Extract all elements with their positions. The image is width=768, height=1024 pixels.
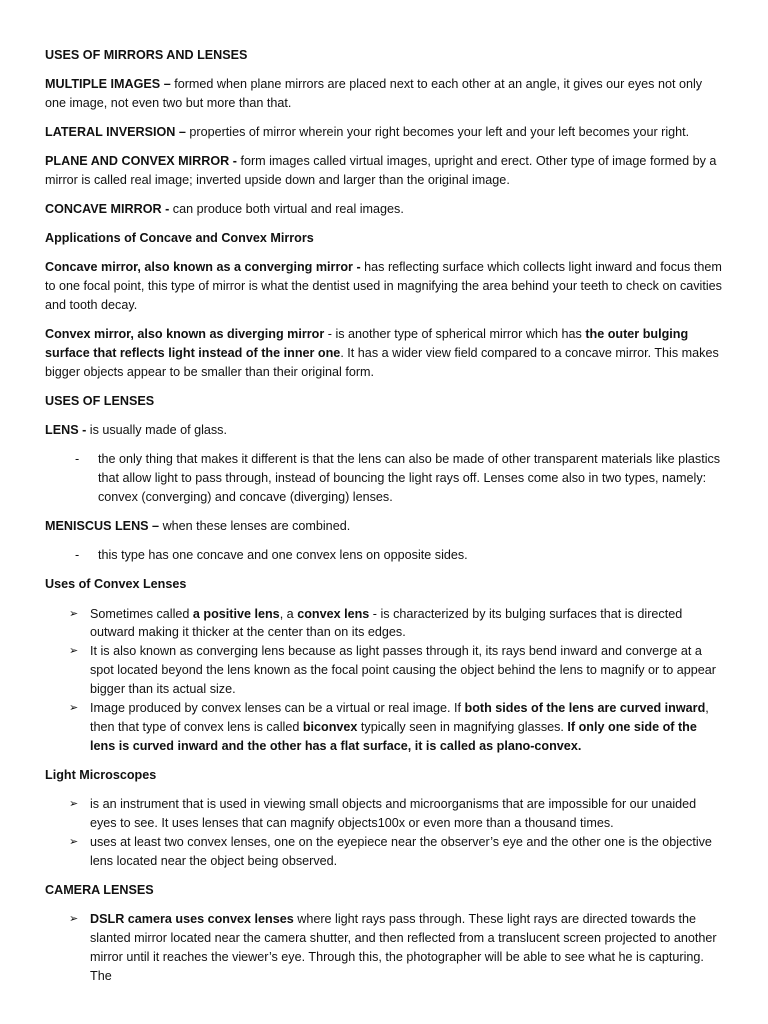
heading-uses-of-lenses: USES OF LENSES <box>45 394 155 409</box>
definition: properties of mirror wherein your right becomes your left and your left becomes your right. <box>185 125 690 140</box>
heading-light-microscopes: Light Microscopes <box>45 768 157 782</box>
paragraph-concave-mirror <box>45 200 725 219</box>
dash-bullet: - <box>75 548 80 563</box>
list-item: ➢ Image produced by convex lenses can be a virtual or real image. If both sides of the lens are curved inward, then that type of convex lens is called biconvex typically seen in magnifying glasses. If only one side of the lens is curved inward and the other has a flat surface, it is called as plano-convex. <box>69 701 709 753</box>
paragraph-diverging-mirror <box>45 325 725 382</box>
text: . It has a wider view field compared to a concave mirror. This makes bigger objects appear to be smaller than their original form. <box>45 346 719 380</box>
definition: when these lenses are combined. <box>159 519 351 534</box>
arrow-bullet-icon: ➢ <box>69 835 79 848</box>
arrow-bullet-icon: ➢ <box>69 702 79 715</box>
paragraph-multiple-images <box>45 75 725 113</box>
list-item: ➢ It is also known as converging lens because as light passes through it, its rays bend inward and converge at a spot located beyond the lens known as the focal point causing the object behind the lens to magnify or to appear bigger than its actual size. <box>69 644 716 697</box>
list-item-text: the only thing that makes it different is that the lens can also be made of other transparent materials like plastics that allow light to pass through, instead of bouncing the light rays off. Lenses come also in two types, namely: convex (converging) and concave (diverging) lenses. <box>98 452 721 505</box>
list-item: ➢ DSLR camera uses convex lenses where light rays pass through. These light rays are directed towards the slanted mirror located near the camera shutter, and then reflected from a translucent screen projected to another mirror until it reaches the viewer’s eye. Through this, the photographer will be able to see what he is capturing. The <box>69 912 717 983</box>
paragraph-lateral-inversion <box>45 123 725 142</box>
arrow-bullet-icon: ➢ <box>69 913 79 925</box>
lens-detail-list <box>45 450 725 507</box>
heading-uses-of-convex-lenses: Uses of Convex Lenses <box>45 577 187 592</box>
term: CONCAVE MIRROR - <box>45 202 170 217</box>
definition: can produce both virtual and real images. <box>169 202 404 217</box>
list-item: ➢ Sometimes called a positive lens, a convex lens - is characterized by its bulging surfaces that is directed outward making it thicker at the center than on its edges. <box>69 606 683 640</box>
definition: is usually made of glass. <box>86 423 227 438</box>
document-page <box>45 46 725 996</box>
term: LENS - <box>45 423 87 438</box>
definition: has reflecting surface which collects light inward and focus them to one focal point, this type of mirror is what the dentist used in magnifying the area behind your teeth to check on cavities and tooth decay. <box>45 260 722 313</box>
convex-lens-list <box>45 605 725 756</box>
list-item <box>45 546 725 565</box>
emphasis: the outer bulging surface that reflects light instead of the inner one <box>45 327 689 361</box>
text: - is another type of spherical mirror which has <box>324 327 586 342</box>
meniscus-detail-list <box>45 546 725 565</box>
paragraph-converging-mirror <box>45 258 725 315</box>
arrow-bullet-icon: ➢ <box>69 798 79 811</box>
paragraph-meniscus-lens <box>45 517 725 536</box>
list-item-text: this type has one concave and one convex lens on opposite sides. <box>98 548 468 563</box>
list-item: ➢ uses at least two convex lenses, one on the eyepiece near the observer’s eye and the other one is the objective lens located near the object being observed. <box>69 834 712 868</box>
definition: form images called virtual images, upright and erect. Other type of image formed by a mirror is called real image; inverted upside down and larger than the original image. <box>45 154 717 188</box>
list-item <box>45 450 725 507</box>
paragraph-plane-convex-mirror <box>45 152 725 190</box>
paragraph-lens <box>45 421 725 440</box>
camera-list <box>45 910 725 986</box>
heading-applications: Applications of Concave and Convex Mirrors <box>45 231 314 246</box>
definition: formed when plane mirrors are placed next to each other at an angle, it gives our eyes not only one image, not even two but more than that. <box>45 77 703 110</box>
heading-camera-lenses: CAMERA LENSES <box>45 882 154 897</box>
dash-bullet: - <box>75 452 80 467</box>
term: PLANE AND CONVEX MIRROR - <box>45 154 237 169</box>
document-title: USES OF MIRRORS AND LENSES <box>45 48 248 62</box>
term: Convex mirror, also known as diverging mirror <box>45 327 325 342</box>
term: Concave mirror, also known as a converging mirror - <box>45 260 361 275</box>
microscope-list <box>45 795 725 871</box>
arrow-bullet-icon: ➢ <box>69 607 79 620</box>
term: LATERAL INVERSION – <box>45 125 186 140</box>
list-item: ➢ is an instrument that is used in viewing small objects and microorganisms that are impossible for our unaided eyes to see. It uses lenses that can magnify objects100x or even more than a thousand times. <box>69 797 697 830</box>
term: MULTIPLE IMAGES – <box>45 77 171 92</box>
term: MENISCUS LENS – <box>45 519 160 534</box>
arrow-bullet-icon: ➢ <box>69 645 79 658</box>
